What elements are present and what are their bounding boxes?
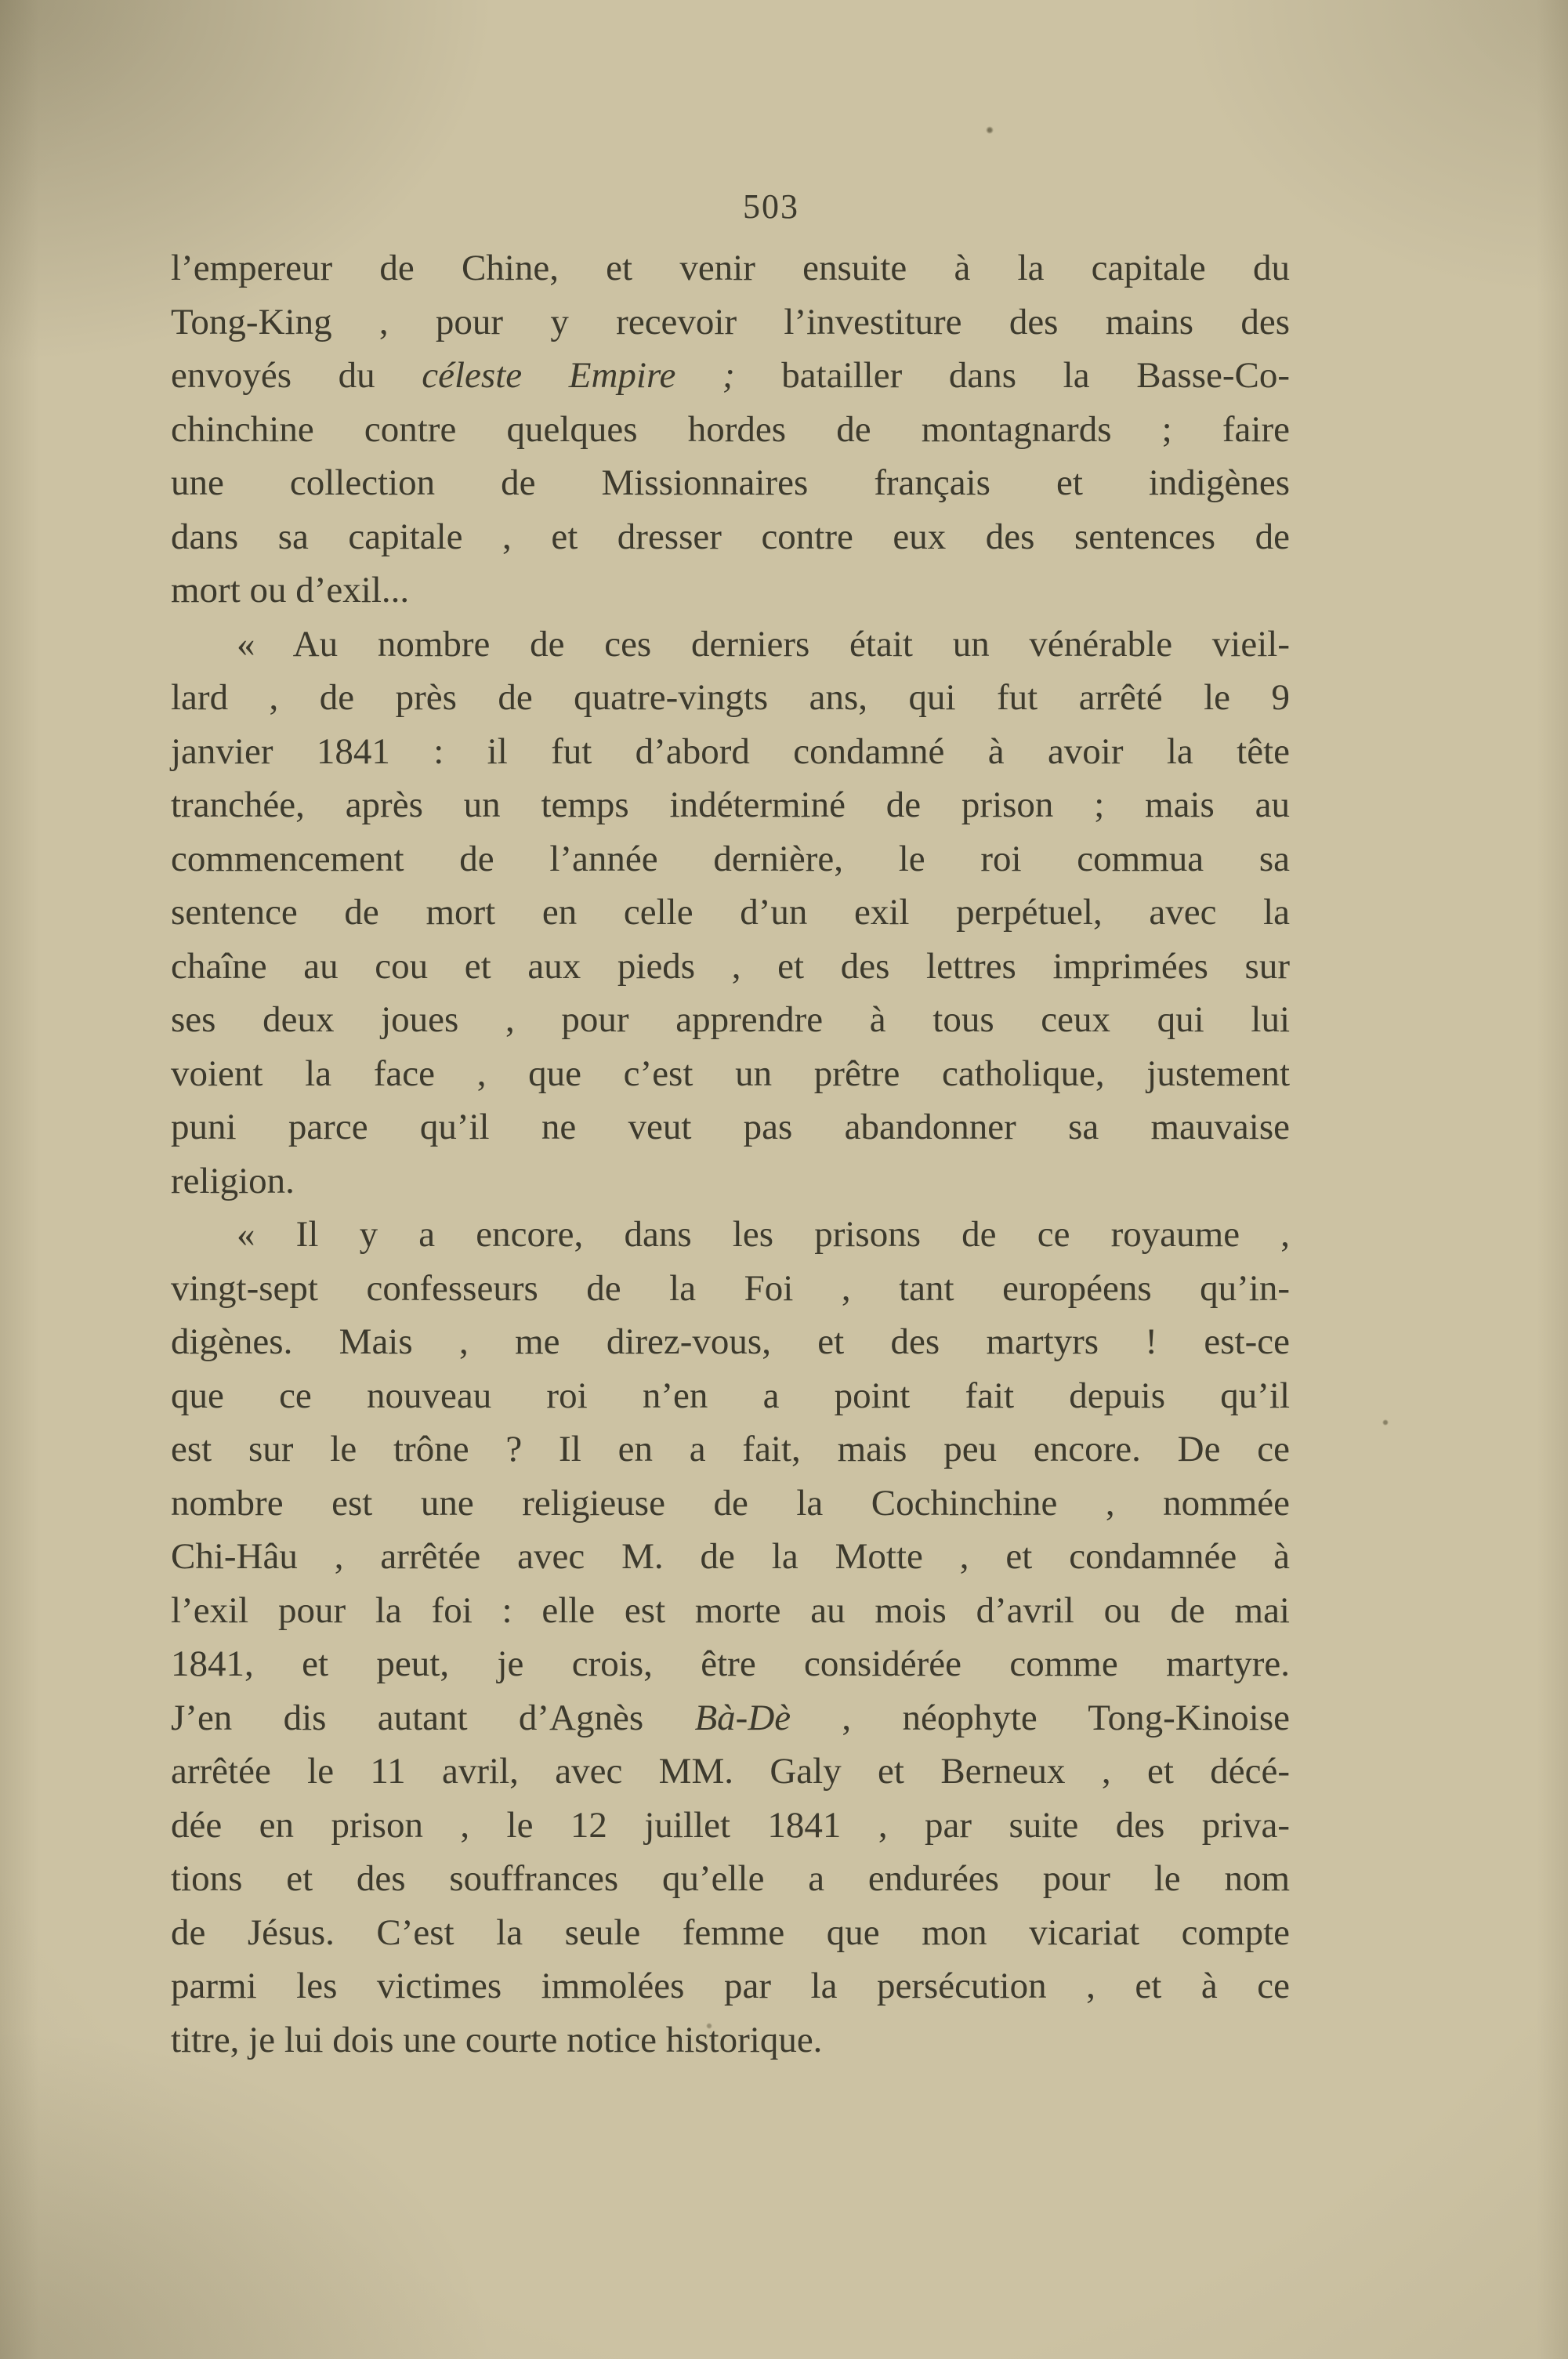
text-segment: arrêtée le 11 avril, avec MM. Galy et Berneux , et décé- <box>171 1751 1290 1792</box>
text-line <box>171 618 1290 672</box>
text-segment: de Jésus. C’est la seule femme que mon vicariat compte <box>171 1911 1290 1953</box>
text-line <box>171 993 1290 1047</box>
text-line <box>171 241 1290 295</box>
text-line <box>171 1262 1290 1316</box>
text-line <box>171 1584 1290 1638</box>
text-line <box>171 2013 1290 2067</box>
text-segment: voient la face , que c’est un prêtre catholique, justement <box>171 1053 1290 1094</box>
text-line <box>171 510 1290 564</box>
text-line <box>171 671 1290 725</box>
text-line <box>171 1208 1290 1262</box>
text-line <box>171 778 1290 832</box>
text-segment: Chi-Hâu , arrêtée avec M. de la Motte , et condamnée à <box>171 1536 1290 1577</box>
text-segment: janvier 1841 : il fut d’abord condamné à avoir la tête <box>171 730 1290 772</box>
text-segment: Tong-King , pour y recevoir l’investiture des mains des <box>171 301 1290 342</box>
text-segment: puni parce qu’il ne veut pas abandonner sa mauvaise <box>171 1107 1290 1147</box>
text-line <box>171 886 1290 940</box>
text-line <box>171 1477 1290 1531</box>
text-segment: « Au nombre de ces derniers était un vénérable vieil- <box>237 623 1290 665</box>
text-line <box>171 832 1290 886</box>
text-segment: tions et des souffrances qu’elle a endurées pour le nom <box>171 1858 1290 1899</box>
text-line <box>171 1691 1290 1745</box>
text-segment: nombre est une religieuse de la Cochinchine , nommée <box>171 1482 1290 1524</box>
text-segment: mort ou d’exil... <box>171 570 410 611</box>
text-line <box>171 563 1290 618</box>
text-segment: l’empereur de Chine, et venir ensuite à la capitale du <box>171 248 1290 288</box>
text-line <box>171 1959 1290 2013</box>
text-segment: 1841, et peut, je crois, être considérée comme martyre. <box>171 1643 1290 1684</box>
text-segment: que ce nouveau roi n’en a point fait depuis qu’il <box>171 1375 1290 1416</box>
text-segment: , néophyte Tong-Kinoise <box>791 1697 1290 1738</box>
italic-text: céleste Empire ; <box>422 355 735 396</box>
text-line <box>171 725 1290 779</box>
text-segment: dée en prison , le 12 juillet 1841 , par suite des priva- <box>171 1804 1290 1846</box>
text-segment: lard , de près de quatre-vingts ans, qui fut arrêté le 9 <box>171 677 1290 718</box>
text-line <box>171 1315 1290 1369</box>
text-line <box>171 1154 1290 1208</box>
text-segment: parmi les victimes immolées par la persécution , et à ce <box>171 1966 1290 2006</box>
text-segment: tranchée, après un temps indéterminé de prison ; mais au <box>171 785 1290 825</box>
text-segment: titre, je lui dois une courte notice historique. <box>171 2019 823 2060</box>
text-line <box>171 1422 1290 1477</box>
text-segment: est sur le trône ? Il en a fait, mais peu encore. De ce <box>171 1429 1290 1469</box>
text-segment: chinchine contre quelques hordes de montagnards ; faire <box>171 408 1290 450</box>
text-line <box>171 349 1290 403</box>
page-number: 503 <box>743 187 799 226</box>
paragraph <box>171 1208 1290 2067</box>
text-line <box>171 1799 1290 1853</box>
text-line <box>171 456 1290 510</box>
text-segment: commencement de l’année dernière, le roi commua sa <box>171 838 1290 879</box>
text-line <box>171 1745 1290 1799</box>
text-segment: chaîne au cou et aux pieds , et des lettres imprimées sur <box>171 945 1290 987</box>
text-segment: envoyés du <box>171 355 422 396</box>
text-segment: J’en dis autant d’Agnès <box>171 1697 695 1738</box>
italic-text: Bà-Dè <box>694 1697 791 1738</box>
text-segment: batailler dans la Basse-Co- <box>734 355 1291 396</box>
text-segment: ses deux joues , pour apprendre à tous ceux qui lui <box>171 999 1290 1040</box>
text-segment: « Il y a encore, dans les prisons de ce royaume , <box>237 1214 1290 1255</box>
text-line <box>171 1637 1290 1691</box>
text-block <box>171 241 1290 2067</box>
text-segment: religion. <box>171 1160 295 1201</box>
text-line <box>171 1369 1290 1423</box>
text-line <box>171 940 1290 994</box>
text-segment: dans sa capitale , et dresser contre eux des sentences de <box>171 516 1290 557</box>
text-line <box>171 295 1290 350</box>
text-line <box>171 403 1290 457</box>
paragraph <box>171 618 1290 1208</box>
text-segment: vingt-sept confesseurs de la Foi , tant européens qu’in- <box>171 1267 1290 1309</box>
text-segment: digènes. Mais , me direz-vous, et des martyrs ! est-ce <box>171 1321 1290 1362</box>
text-line <box>171 1852 1290 1906</box>
text-line <box>171 1100 1290 1154</box>
paragraph <box>171 241 1290 618</box>
text-segment: sentence de mort en celle d’un exil perpétuel, avec la <box>171 892 1290 933</box>
text-segment: l’exil pour la foi : elle est morte au mois d’avril ou de mai <box>171 1589 1290 1631</box>
text-line <box>171 1906 1290 1960</box>
text-segment: une collection de Missionnaires français et indigènes <box>171 462 1290 503</box>
text-line <box>171 1047 1290 1101</box>
text-line <box>171 1530 1290 1584</box>
